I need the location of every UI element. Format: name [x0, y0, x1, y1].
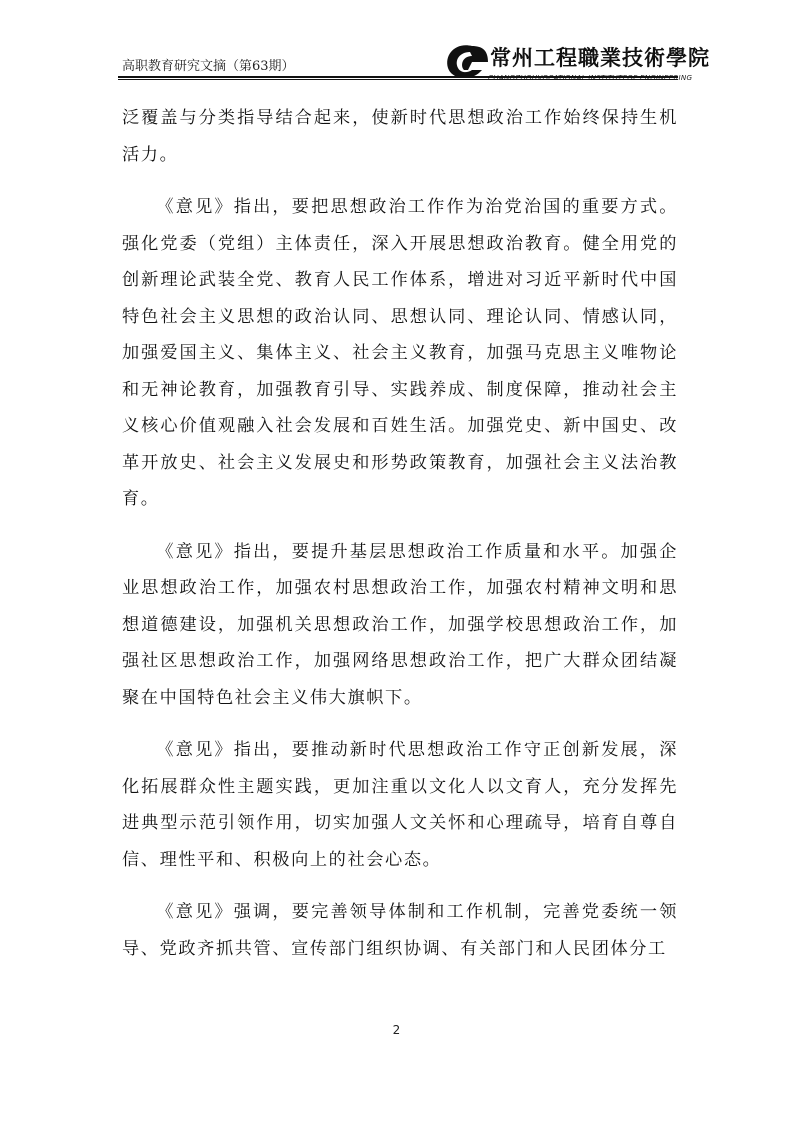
paragraph-1: 泛覆盖与分类指导结合起来，使新时代思想政治工作始终保持生机活力。 — [122, 108, 678, 165]
page-number: 2 — [392, 1023, 401, 1037]
logo-subtitle: CHANGZHOUVOCATIONAL INSTITUTEOF ENGINEERING — [488, 73, 693, 82]
paragraph-5: 《意见》强调，要完善领导体制和工作机制，完善党委统一领导、党政齐抓共管、宣传部门组织协调、有关部门和人民团体分工 — [122, 902, 678, 959]
header-divider — [118, 76, 678, 78]
logo-title: 常州工程職業技術學院 — [490, 45, 710, 70]
paragraph-4: 《意见》指出，要推动新时代思想政治工作守正创新发展，深化拓展群众性主题实践，更加注重以文化人以文育人，充分发挥先进典型示范引领作用，切实加强人文关怀和心理疏导，培育自尊自信、理性平和、积极向上的社会心态。 — [122, 740, 678, 870]
paragraph-2: 《意见》指出，要把思想政治工作作为治党治国的重要方式。强化党委（党组）主体责任，深入开展思想政治教育。健全用党的创新理论武装全党、教育人民工作体系，增进对习近平新时代中国特色社会主义思想的政治认同、思想认同、理论认同、情感认同，加强爱国主义、集体主义、社会主义教育，加强马克思主义唯物论和无神论教育，加强教育引导、实践养成、制度保障，推动社会主义核心价值观融入社会发展和百姓生活。加强党史、新中国史、改革开放史、社会主义发展史和形势政策教育，加强社会主义法治教育。 — [122, 197, 678, 509]
paragraph-3: 《意见》指出，要提升基层思想政治工作质量和水平。加强企业思想政治工作，加强农村思想政治工作，加强农村精神文明和思想道德建设，加强机关思想政治工作，加强学校思想政治工作，加强社区思想政治工作，加强网络思想政治工作，把广大群众团结凝聚在中国特色社会主义伟大旗帜下。 — [122, 541, 678, 708]
journal-title: 高职教育研究文摘（第63期） — [122, 59, 295, 74]
header-divider-thin — [118, 79, 678, 80]
body-text — [122, 100, 678, 983]
school-logo — [442, 38, 710, 90]
